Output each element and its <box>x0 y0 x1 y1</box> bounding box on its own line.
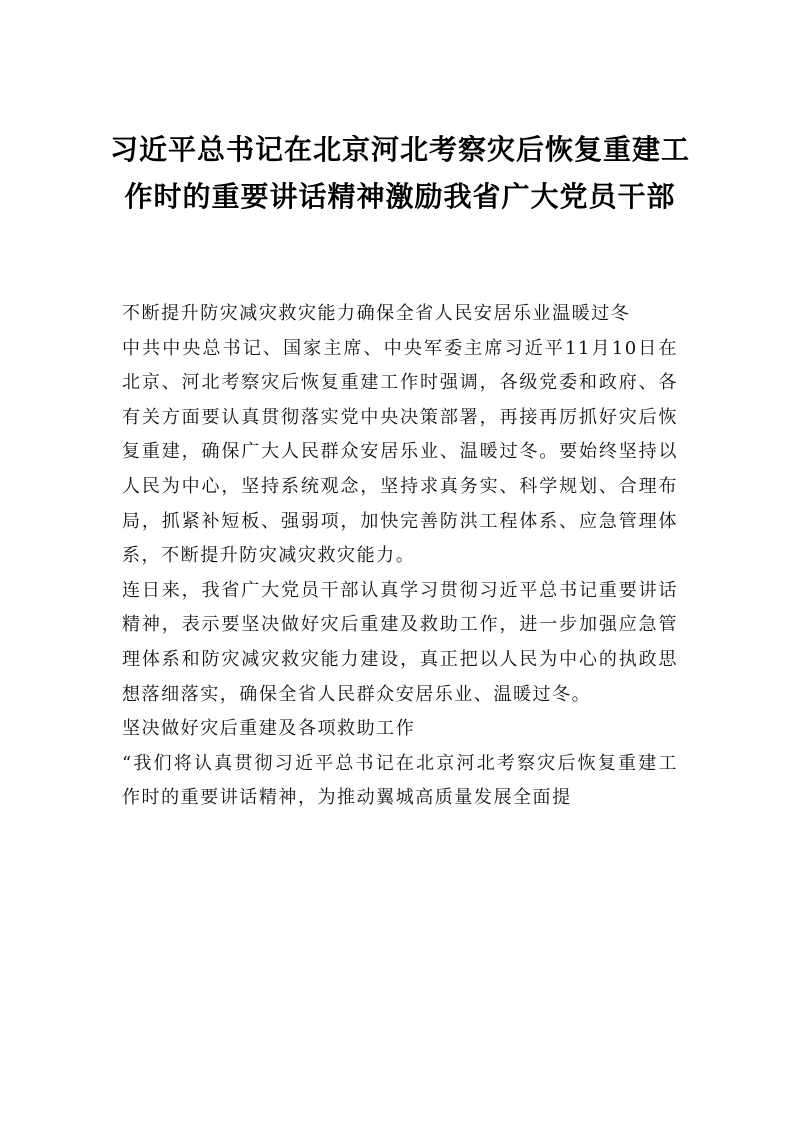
body-paragraph: “我们将认真贯彻习近平总书记在北京河北考察灾后恢复重建工作时的重要讲话精神，为推动翼城高质量发展全面提 <box>122 752 678 809</box>
document-title: 习近平总书记在北京河北考察灾后恢复重建工作时的重要讲话精神激励我省广大党员干部 <box>109 133 690 213</box>
section-heading: 坚决做好灾后重建及各项救助工作 <box>122 718 416 740</box>
subtitle-paragraph: 不断提升防灾减灾救灾能力确保全省人民安居乐业温暖过冬 <box>122 303 631 324</box>
body-paragraph: 连日来，我省广大党员干部认真学习贯彻习近平总书记重要讲话精神，表示要坚决做好灾后重建及救助工作，进一步加强应急管理体系和防灾减灾救灾能力建设，真正把以人民为中心的执政思想落细落实，确保全省人民群众安居乐业、温暖过冬。 <box>122 579 678 705</box>
document-body <box>122 297 678 816</box>
body-paragraph: 中共中央总书记、国家主席、中央军委主席习近平11月10日在北京、河北考察灾后恢复重建工作时强调，各级党委和政府、各有关方面要认真贯彻落实党中央决策部署，再接再厉抓好灾后恢复重建，确保广大人民群众安居乐业、温暖过冬。要始终坚持以人民为中心，坚持系统观念，坚持求真务实、科学规划、合理布局，抓紧补短板、强弱项，加快完善防洪工程体系、应急管理体系，不断提升防灾减灾救灾能力。 <box>122 337 678 567</box>
